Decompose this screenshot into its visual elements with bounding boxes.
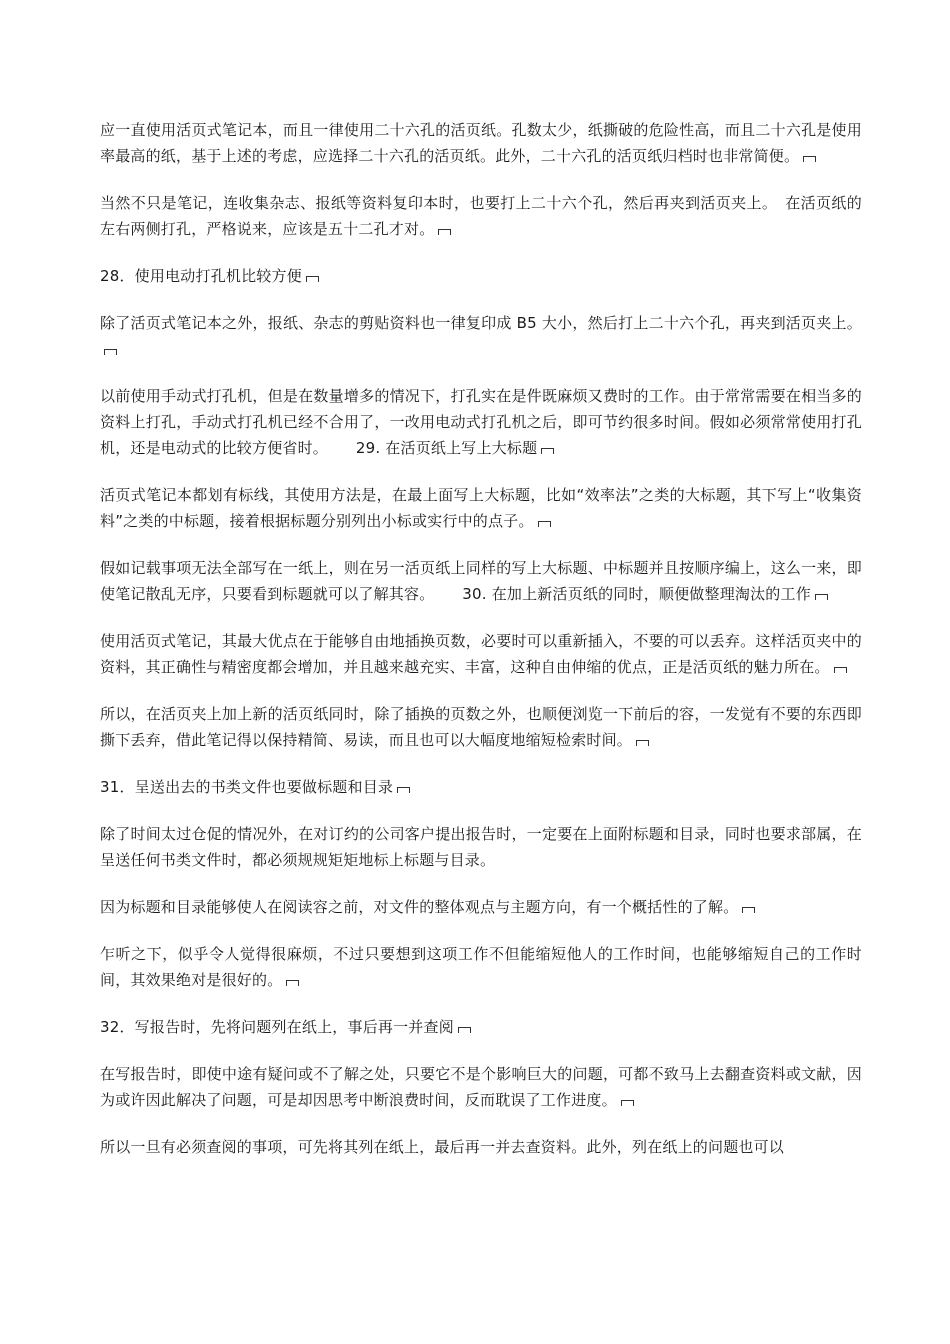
paragraph-mark-icon [458,1027,471,1033]
paragraph: 除了活页式笔记本之外，报纸、杂志的剪贴资料也一律复印成 B5 大小，然后打上二十六个孔，再夹到活页夹上。 [100,310,862,362]
paragraph-mark-icon [636,740,649,746]
paragraph-mark-icon [541,448,554,454]
paragraph: 乍听之下，似乎令人觉得很麻烦，不过只要想到这项工作不但能缩短他人的工作时间，也能够缩短自己的工作时间，其效果绝对是很好的。 [100,945,862,989]
paragraph: 假如记载事项无法全部写在一纸上，则在另一活页纸上同样的写上大标题、中标题并且按顺序编上，这么一来，即使笔记散乱无序，只要看到标题就可以了解其容。 30. 在加上新活页纸的同时，顺便做整理淘汰的工作 [100,559,862,603]
paragraph-mark-icon [438,229,451,235]
paragraph: 所以，在活页夹上加上新的活页纸同时，除了插换的页数之外，也顺便浏览一下前后的容，一发觉有不要的东西即撕下丢弃，借此笔记得以保持精简、易读，而且也可以大幅度地缩短检索时间。 [100,705,862,749]
paragraph-mark-icon [621,1100,634,1106]
section-heading: 28．使用电动打孔机比较方便 [100,263,862,289]
paragraph: 因为标题和目录能够使人在阅读容之前，对文件的整体观点与主题方向，有一个概括性的了解。 [100,894,862,920]
paragraph: 应一直使用活页式笔记本，而且一律使用二十六孔的活页纸。孔数太少，纸撕破的危险性高，而且二十六孔是使用率最高的纸，基于上述的考虑，应选择二十六孔的活页纸。此外，二十六孔的活页纸归档时也非常简便。 [100,121,862,165]
paragraph: 以前使用手动式打孔机，但是在数量增多的情况下，打孔实在是件既麻烦又费时的工作。由于常常需要在相当多的资料上打孔，手动式打孔机已经不合用了，一改用电动式打孔机之后，即可节约很多时间。假如必须常常使用打孔机，还是电动式的比较方便省时。 29. 在活页纸上写上大标题 [100,387,862,457]
paragraph-mark-icon [742,907,755,913]
paragraph: 在写报告时，即使中途有疑问或不了解之处，只要它不是个影响巨大的问题，可都不致马上去翻查资料或文献，因为或许因此解决了问题，可是却因思考中断浪费时间，反而耽误了工作进度。 [100,1065,862,1109]
paragraph: 使用活页式笔记，其最大优点在于能够自由地插换页数，必要时可以重新插入，不要的可以丢弃。这样活页夹中的资料，其正确性与精密度都会增加，并且越来越充实、丰富，这种自由伸缩的优点，正是活页纸的魅力所在。 [100,632,862,676]
paragraph-mark-icon [397,787,410,793]
paragraph-mark-icon [815,594,828,600]
paragraph-mark-icon [306,276,319,282]
paragraph: 除了时间太过仓促的情况外，在对订约的公司客户提出报告时，一定要在上面附标题和目录，同时也要求部属，在呈送任何书类文件时，都必须规规矩矩地标上标题与目录。 [100,825,862,869]
paragraph-mark-icon [538,521,551,527]
paragraph: 活页式笔记本都划有标线，其使用方法是，在最上面写上大标题，比如“效率法”之类的大标题，其下写上“收集资料”之类的中标题，接着根据标题分别列出小标或实行中的点子。 [100,486,862,530]
paragraph-mark-icon [803,156,816,162]
paragraph-mark-icon [286,980,299,986]
paragraph-mark-icon [104,349,117,355]
paragraph: 当然不只是笔记，连收集杂志、报纸等资料复印本时，也要打上二十六个孔，然后再夹到活页夹上。 在活页纸的左右两侧打孔，严格说来，应该是五十二孔才对。 [100,194,862,238]
section-heading: 31．呈送出去的书类文件也要做标题和目录 [100,774,862,800]
paragraph-mark-icon [834,667,847,673]
paragraph: 所以一旦有必须查阅的事项，可先将其列在纸上，最后再一并去查资料。此外，列在纸上的问题也可以 [100,1138,785,1156]
section-heading: 32．写报告时，先将问题列在纸上，事后再一并查阅 [100,1014,862,1040]
document-body [100,117,862,1181]
